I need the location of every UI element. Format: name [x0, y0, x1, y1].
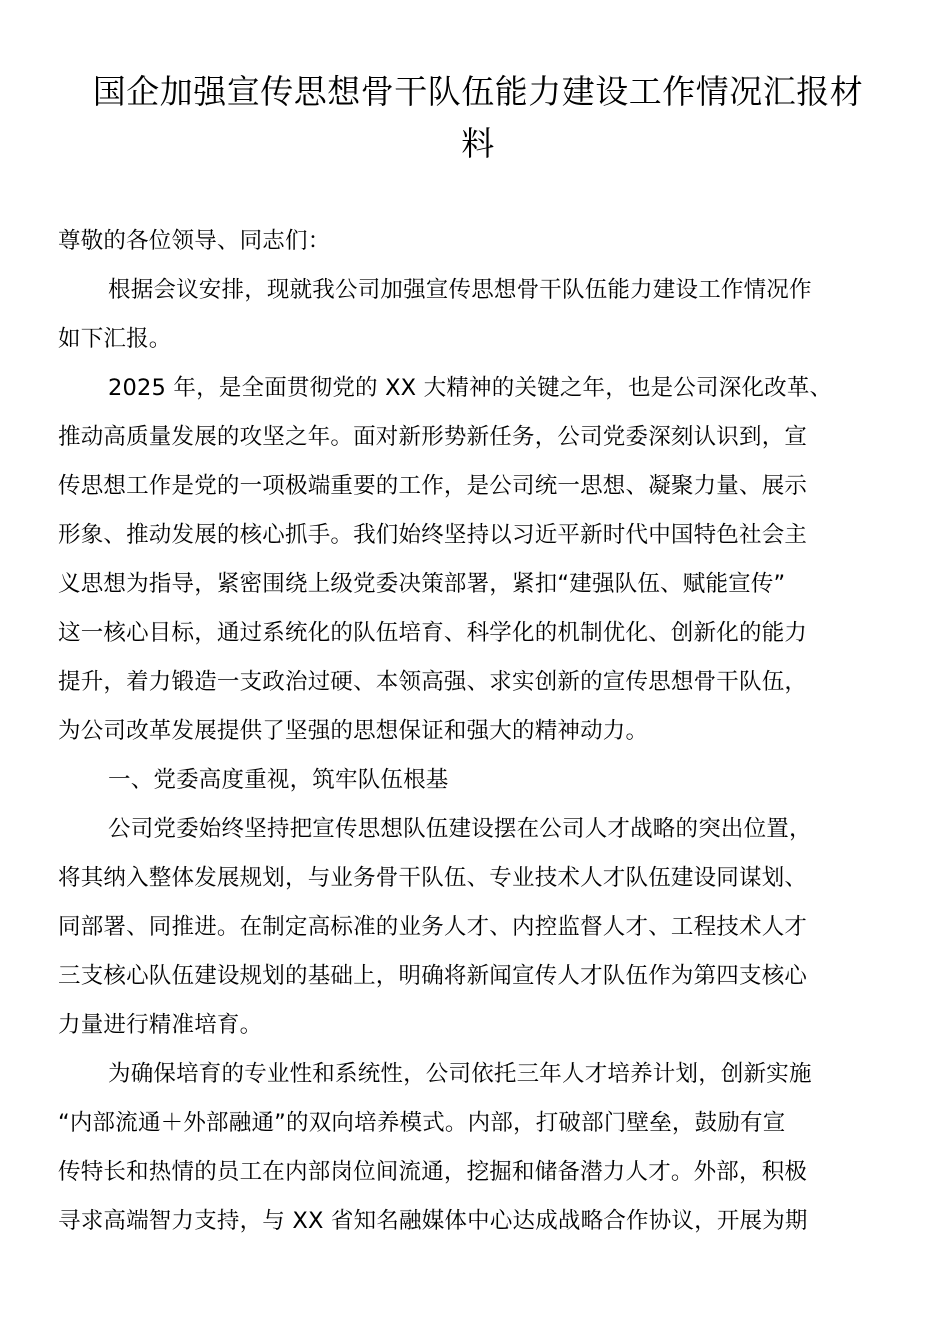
paragraph-line: 同部署、同推进。在制定高标准的业务人才、内控监督人才、工程技术人才	[58, 914, 808, 940]
paragraph-section1-a	[58, 810, 898, 1055]
salutation: 尊敬的各位领导、同志们：	[58, 228, 331, 254]
paragraph-line: 形象、推动发展的核心抓手。我们始终坚持以习近平新时代中国特色社会主	[58, 522, 808, 548]
paragraph-line: 根据会议安排，现就我公司加强宣传思想骨干队伍能力建设工作情况作	[108, 277, 812, 303]
paragraph-line: 传特长和热情的员工在内部岗位间流通，挖掘和储备潜力人才。外部，积极	[58, 1159, 808, 1185]
document-body	[58, 222, 898, 1251]
section-heading: 一、党委高度重视，筑牢队伍根基	[108, 767, 449, 793]
document-title	[60, 66, 896, 170]
paragraph-line: 力量进行精准培育。	[58, 1012, 263, 1038]
paragraph-background	[58, 369, 898, 761]
paragraph-line: 义思想为指导，紧密围绕上级党委决策部署，紧扣“建强队伍、赋能宣传”	[58, 571, 786, 597]
paragraph-line: 为公司改革发展提供了坚强的思想保证和强大的精神动力。	[58, 718, 649, 744]
paragraph-line: 推动高质量发展的攻坚之年。面对新形势新任务，公司党委深刻认识到，宣	[58, 424, 808, 450]
section-heading-1	[58, 761, 898, 810]
paragraph-line: 如下汇报。	[58, 326, 172, 352]
paragraph-line: 寻求高端智力支持，与 XX 省知名融媒体中心达成战略合作协议，开展为期	[58, 1208, 808, 1234]
paragraph-line: 这一核心目标，通过系统化的队伍培育、科学化的机制优化、创新化的能力	[58, 620, 808, 646]
paragraph-section1-b	[58, 1055, 898, 1251]
paragraph-line: 传思想工作是党的一项极端重要的工作，是公司统一思想、凝聚力量、展示	[58, 473, 808, 499]
paragraph-line: 为确保培育的专业性和系统性，公司依托三年人才培养计划，创新实施	[108, 1061, 812, 1087]
paragraph-intro	[58, 271, 898, 369]
title-line: 国企加强宣传思想骨干队伍能力建设工作情况汇报材	[92, 72, 864, 111]
paragraph-line: “内部流通＋外部融通”的双向培养模式。内部，打破部门壁垒，鼓励有宣	[58, 1110, 786, 1136]
paragraph-line: 公司党委始终坚持把宣传思想队伍建设摆在公司人才战略的突出位置，	[108, 816, 812, 842]
paragraph-line: 2025 年，是全面贯彻党的 XX 大精神的关键之年，也是公司深化改革、	[108, 375, 833, 401]
paragraph-line: 三支核心队伍建设规划的基础上，明确将新闻宣传人才队伍作为第四支核心	[58, 963, 808, 989]
paragraph-line: 提升，着力锻造一支政治过硬、本领高强、求实创新的宣传思想骨干队伍，	[58, 669, 808, 695]
paragraph-line: 将其纳入整体发展规划，与业务骨干队伍、专业技术人才队伍建设同谋划、	[58, 865, 808, 891]
title-line: 料	[461, 124, 495, 163]
